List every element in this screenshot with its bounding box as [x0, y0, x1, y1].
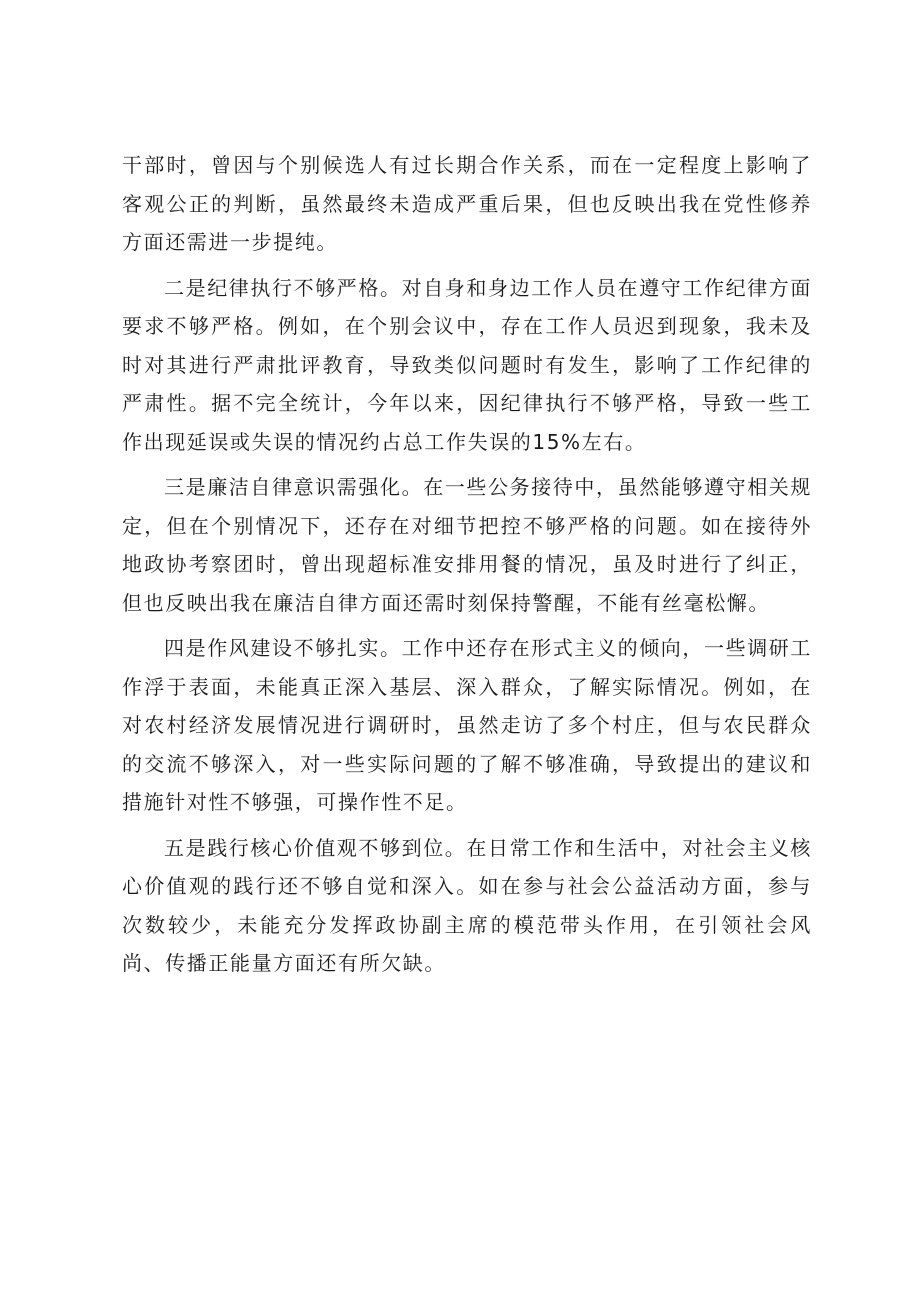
- paragraph-integrity: 三是廉洁自律意识需强化。在一些公务接待中，虽然能够遵守相关规定，但在个别情况下，还存在对细节把控不够严格的问题。如在接待外地政协考察团时，曾出现超标准安排用餐的情况，虽及时进行了纠正，但也反映出我在廉洁自律方面还需时刻保持警醒，不能有丝毫松懈。: [122, 475, 812, 615]
- document-body: [122, 146, 812, 990]
- paragraph-discipline: 二是纪律执行不够严格。对自身和身边工作人员在遵守工作纪律方面要求不够严格。例如，在个别会议中，存在工作人员迟到现象，我未及时对其进行严肃批评教育，导致类似问题时有发生，影响了工作纪律的严肃性。据不完全统计，今年以来，因纪律执行不够严格，导致一些工作出现延误或失误的情况约占总工作失误的15%左右。: [122, 275, 812, 454]
- paragraph-core-values: 五是践行核心价值观不够到位。在日常工作和生活中，对社会主义核心价值观的践行还不够自觉和深入。如在参与社会公益活动方面，参与次数较少，未能充分发挥政协副主席的模范带头作用，在引领社会风尚、传播正能量方面还有所欠缺。: [122, 835, 812, 975]
- paragraph-continuation: 干部时，曾因与个别候选人有过长期合作关系，而在一定程度上影响了客观公正的判断，虽然最终未造成严重后果，但也反映出我在党性修养方面还需进一步提纯。: [122, 153, 812, 254]
- paragraph-work-style: 四是作风建设不够扎实。工作中还存在形式主义的倾向，一些调研工作浮于表面，未能真正深入基层、深入群众，了解实际情况。例如，在对农村经济发展情况进行调研时，虽然走访了多个村庄，但与农民群众的交流不够深入，对一些实际问题的了解不够准确，导致提出的建议和措施针对性不够强，可操作性不足。: [122, 636, 812, 814]
